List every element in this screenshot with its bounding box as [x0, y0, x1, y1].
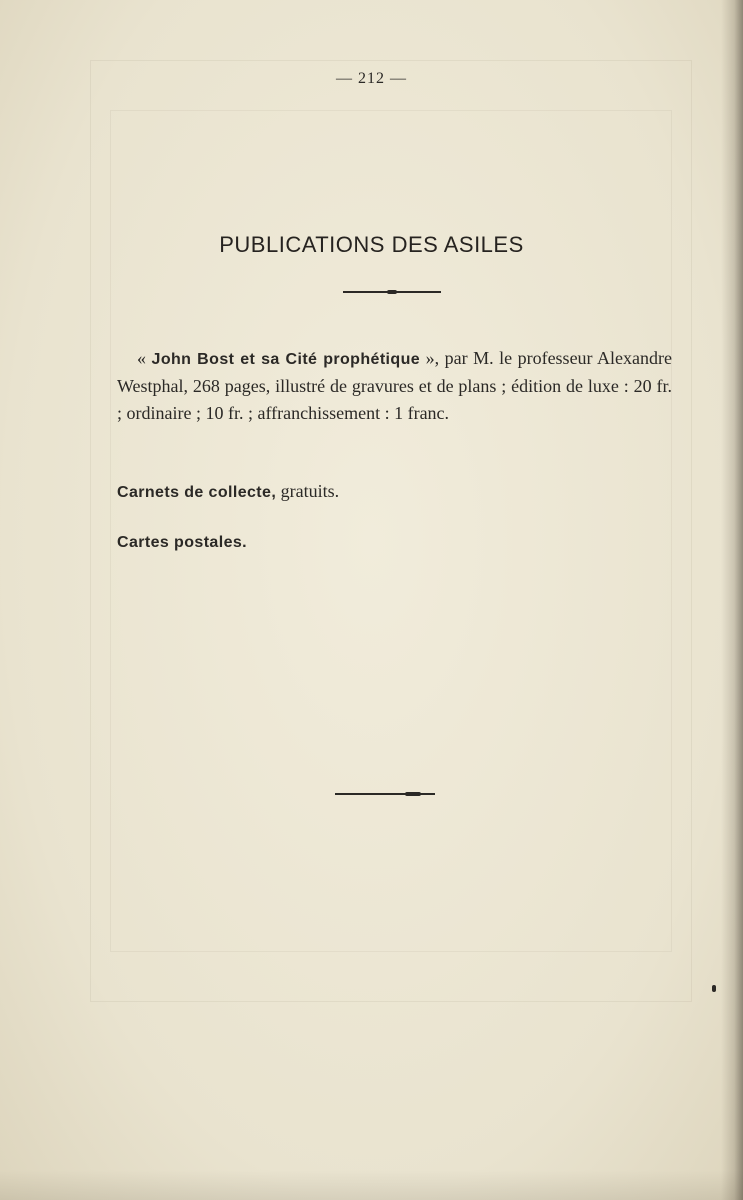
- entry-description: par M. le professeur Alexandre Westphal, 268 pages, illustré de gravures et de plans ; édition de luxe : 20 fr. ; ordinaire ; 10 fr. ; affranchissement : 1 franc.: [117, 348, 673, 423]
- title-divider: [343, 291, 441, 293]
- entry-carnets: [117, 478, 672, 506]
- page-number: — 212 —: [336, 70, 407, 87]
- close-quote: »,: [425, 348, 440, 368]
- page-title: PUBLICATIONS DES ASILES: [219, 232, 524, 257]
- entry-john-bost: [117, 345, 672, 427]
- entry-title-bold: John Bost et sa Cité prophétique: [151, 351, 421, 368]
- entry-title-bold: Carnets de collecte,: [117, 484, 277, 501]
- end-divider: [335, 793, 435, 795]
- page-bottom-shade: [0, 1170, 743, 1200]
- page-edge-shadow: [721, 0, 743, 1200]
- ink-speck: [712, 985, 716, 992]
- open-quote: «: [137, 348, 146, 368]
- entry-title-bold: Cartes postales.: [117, 534, 248, 551]
- entry-cartes: [117, 528, 672, 556]
- entry-description: gratuits.: [280, 481, 340, 501]
